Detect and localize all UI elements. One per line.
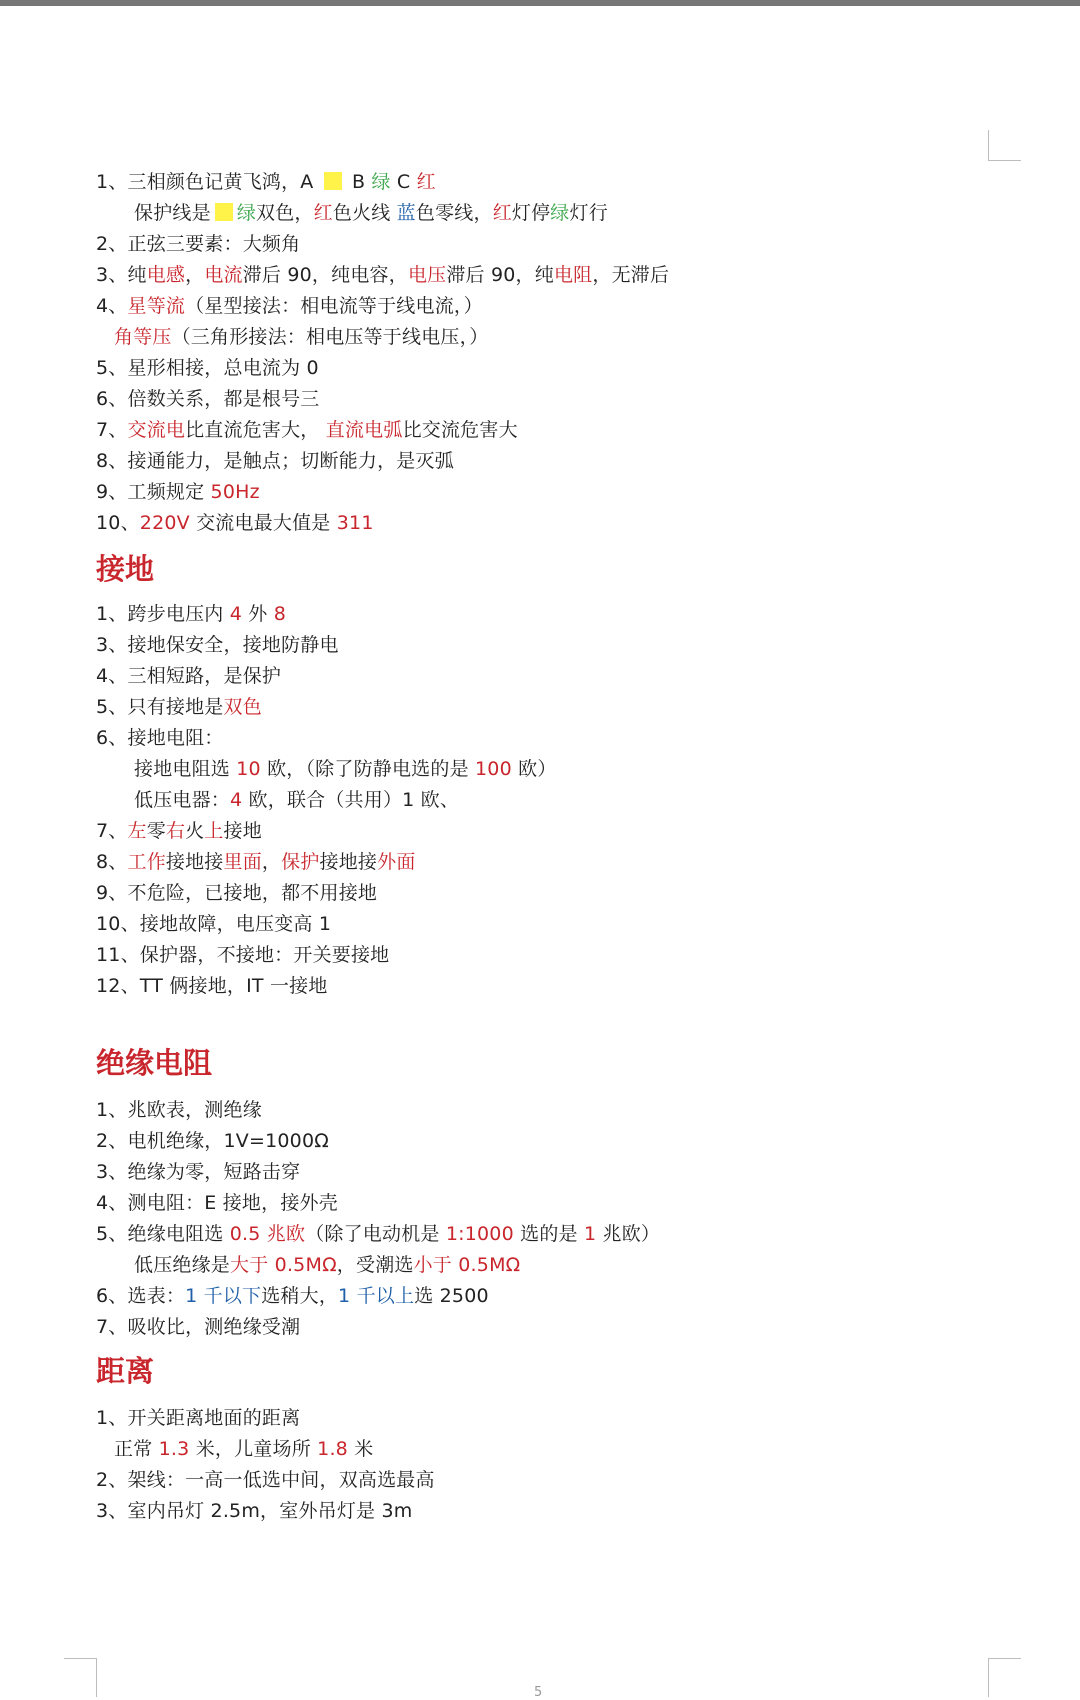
highlighted-text: 双色 [223, 696, 262, 718]
text-segment: 8、 [96, 851, 128, 873]
document-line [96, 1093, 262, 1127]
text-segment: 6、倍数关系，都是根号三 [96, 388, 320, 410]
highlighted-text: 工作 [127, 851, 166, 873]
document-line [96, 351, 319, 385]
text-segment: ， [261, 851, 282, 873]
highlighted-text: 1 千以上 [338, 1285, 415, 1307]
text-segment: 接地电阻选 [134, 758, 237, 780]
text-segment: 7、吸收比，测绝缘受潮 [96, 1316, 301, 1338]
highlighted-text: 蓝 [396, 202, 416, 224]
highlighted-text: 里面 [223, 851, 262, 873]
text-segment: 2、正弦三要素：大频角 [96, 233, 301, 255]
highlighted-text: 大于 0.5MΩ [230, 1254, 337, 1276]
text-segment: 接地接 [319, 851, 378, 873]
page-corner-mark-bottom-left [64, 1658, 97, 1697]
highlighted-text: 红 [416, 171, 436, 193]
text-segment: 1、跨步电压内 [96, 603, 230, 625]
yellow-color-swatch [215, 203, 233, 221]
text-segment: 交流电最大值是 [189, 512, 337, 534]
text-segment: 5、绝缘电阻选 [96, 1223, 230, 1245]
text-segment: 10、 [96, 512, 140, 534]
text-segment: 欧，联合（共用）1 欧、 [242, 789, 460, 811]
highlighted-text: 1 [583, 1223, 597, 1245]
document-line [96, 1279, 489, 1313]
document-line [96, 1310, 300, 1344]
text-segment: 接地 [223, 820, 262, 842]
text-segment: 色火线 [332, 202, 397, 224]
highlighted-text: 电压 [407, 264, 447, 286]
document-line [96, 1401, 300, 1435]
document-line [134, 783, 459, 817]
document-line [96, 907, 331, 941]
text-segment: 选稍大， [261, 1285, 339, 1307]
text-segment: 比直流危害大， [185, 419, 326, 441]
text-segment: 滞后 90，纯电容， [242, 264, 408, 286]
document-line [96, 659, 281, 693]
highlighted-text: 右 [165, 820, 186, 842]
text-segment: 兆欧） [596, 1223, 661, 1245]
document-line [114, 1432, 373, 1466]
document-line [96, 597, 286, 631]
highlighted-text: 1:1000 [445, 1223, 514, 1245]
document-line [134, 196, 608, 230]
highlighted-text: 红 [492, 202, 512, 224]
document-line [96, 413, 518, 447]
document-line [96, 382, 320, 416]
highlighted-text: 角等压 [114, 326, 172, 348]
highlighted-text: 绿 [236, 202, 257, 224]
text-segment: （除了电动机是 [305, 1223, 446, 1245]
document-line [134, 752, 557, 786]
text-segment: 11、保护器，不接地：开关要接地 [96, 944, 390, 966]
text-segment: ，受潮选 [336, 1254, 414, 1276]
document-line [96, 690, 262, 724]
text-segment: 选 2500 [414, 1285, 489, 1307]
text-segment: 灯停 [511, 202, 551, 224]
highlighted-text: 10 [236, 758, 261, 780]
text-segment: 色零线， [415, 202, 493, 224]
text-segment: 滞后 90，纯 [446, 264, 554, 286]
text-segment: 4、测电阻：E 接地，接外壳 [96, 1192, 338, 1214]
document-line [96, 969, 328, 1003]
document-line [96, 628, 339, 662]
page-corner-mark-bottom-right [988, 1658, 1021, 1697]
text-segment: 5、星形相接，总电流为 0 [96, 357, 319, 379]
text-segment: 2、电机绝缘，1V=1000Ω [96, 1130, 329, 1152]
text-segment: 1、开关距离地面的距离 [96, 1407, 301, 1429]
text-segment: 3、绝缘为零，短路击穿 [96, 1161, 301, 1183]
highlighted-text: 4 [230, 789, 243, 811]
document-line [96, 1186, 338, 1220]
text-segment: 6、接地电阻： [96, 727, 224, 749]
text-segment: 5、只有接地是 [96, 696, 224, 718]
text-segment: 正常 [114, 1438, 159, 1460]
text-segment: ，无滞后 [592, 264, 670, 286]
section-heading: 绝缘电阻 [96, 1046, 213, 1080]
text-segment: B [345, 171, 372, 193]
page-corner-mark-top-right [988, 130, 1021, 161]
text-segment: 4、三相短路，是保护 [96, 665, 282, 687]
document-line [96, 475, 260, 509]
text-segment: C [390, 171, 417, 193]
text-segment: 外 [242, 603, 274, 625]
text-segment: 4、 [96, 295, 128, 317]
text-segment: 3、接地保安全，接地防静电 [96, 634, 339, 656]
top-border-bar [0, 0, 1080, 6]
text-segment: 10、接地故障，电压变高 1 [96, 913, 332, 935]
text-segment: 9、不危险，已接地，都不用接地 [96, 882, 378, 904]
text-segment: 火 [185, 820, 205, 842]
page-number: 5 [534, 1685, 543, 1700]
highlighted-text: 1.8 [317, 1438, 348, 1460]
highlighted-text: 绿 [371, 171, 391, 193]
text-segment: 米 [347, 1438, 374, 1460]
section-heading: 接地 [96, 552, 155, 586]
document-line [96, 938, 389, 972]
document-line [96, 227, 300, 261]
text-segment: 6、选表： [96, 1285, 186, 1307]
highlighted-text: 星等流 [127, 295, 186, 317]
yellow-color-swatch [324, 172, 342, 190]
highlighted-text: 1.3 [158, 1438, 190, 1460]
document-line [96, 814, 262, 848]
text-segment: 比交流危害大 [402, 419, 518, 441]
text-segment: 12、TT 俩接地，IT 一接地 [96, 975, 328, 997]
text-segment: 9、工频规定 [96, 481, 211, 503]
text-segment: 保护线是 [134, 202, 211, 224]
highlighted-text: 311 [336, 512, 374, 534]
text-segment: 8、接通能力，是触点；切断能力，是灭弧 [96, 450, 454, 472]
highlighted-text: 电阻 [553, 264, 593, 286]
text-segment: （三角形接法：相电压等于线电压，） [171, 326, 489, 348]
document-line [96, 1155, 300, 1189]
text-segment: 米，儿童场所 [189, 1438, 318, 1460]
text-segment: 低压电器： [134, 789, 231, 811]
highlighted-text: 绿 [550, 202, 570, 224]
highlighted-text: 左 [127, 820, 147, 842]
document-line [96, 165, 436, 199]
highlighted-text: 1 千以下 [185, 1285, 262, 1307]
text-segment: 7、 [96, 820, 128, 842]
text-segment: 双色， [256, 202, 314, 224]
highlighted-text: 50Hz [210, 481, 260, 503]
text-segment: 灯行 [569, 202, 608, 224]
text-segment: 欧） [511, 758, 557, 780]
document-line [134, 1248, 520, 1282]
highlighted-text: 电感 [146, 264, 186, 286]
document-line [96, 845, 416, 879]
highlighted-text: 4 [229, 603, 243, 625]
text-segment: （星型接法：相电流等于线电流，） [185, 295, 483, 317]
highlighted-text: 直流电弧 [325, 419, 403, 441]
highlighted-text: 小于 0.5MΩ [413, 1254, 521, 1276]
highlighted-text: 上 [204, 820, 224, 842]
highlighted-text: 电流 [204, 264, 243, 286]
highlighted-text: 保护 [281, 851, 320, 873]
text-segment: 零 [146, 820, 166, 842]
text-segment: 接地接 [165, 851, 224, 873]
highlighted-text: 8 [273, 603, 287, 625]
text-segment: 3、室内吊灯 2.5m，室外吊灯是 3m [96, 1500, 413, 1522]
document-line [96, 1124, 329, 1158]
highlighted-text: 红 [313, 202, 333, 224]
text-segment: 7、 [96, 419, 128, 441]
document-line [96, 721, 224, 755]
document-line [96, 1494, 413, 1528]
text-segment: 3、纯 [96, 264, 147, 286]
highlighted-text: 0.5 兆欧 [229, 1223, 306, 1245]
text-segment: ， [185, 264, 205, 286]
text-segment: 选的是 [513, 1223, 584, 1245]
document-line [96, 258, 669, 292]
highlighted-text: 交流电 [127, 419, 186, 441]
highlighted-text: 220V [139, 512, 190, 534]
document-line [96, 444, 454, 478]
document-line [96, 876, 377, 910]
text-segment: 2、架线：一高一低选中间，双高选最高 [96, 1469, 435, 1491]
document-line [96, 1463, 435, 1497]
document-line [96, 506, 374, 540]
text-segment: 低压绝缘是 [134, 1254, 231, 1276]
highlighted-text: 100 [475, 758, 512, 780]
section-heading: 距离 [96, 1354, 155, 1388]
document-line [96, 289, 483, 323]
document-line [114, 320, 489, 354]
text-segment: 1、三相颜色记黄飞鸿，A [96, 171, 320, 193]
text-segment: 欧，（除了防静电选的是 [260, 758, 476, 780]
highlighted-text: 外面 [377, 851, 416, 873]
text-segment: 1、兆欧表，测绝缘 [96, 1099, 262, 1121]
document-line [96, 1217, 660, 1251]
